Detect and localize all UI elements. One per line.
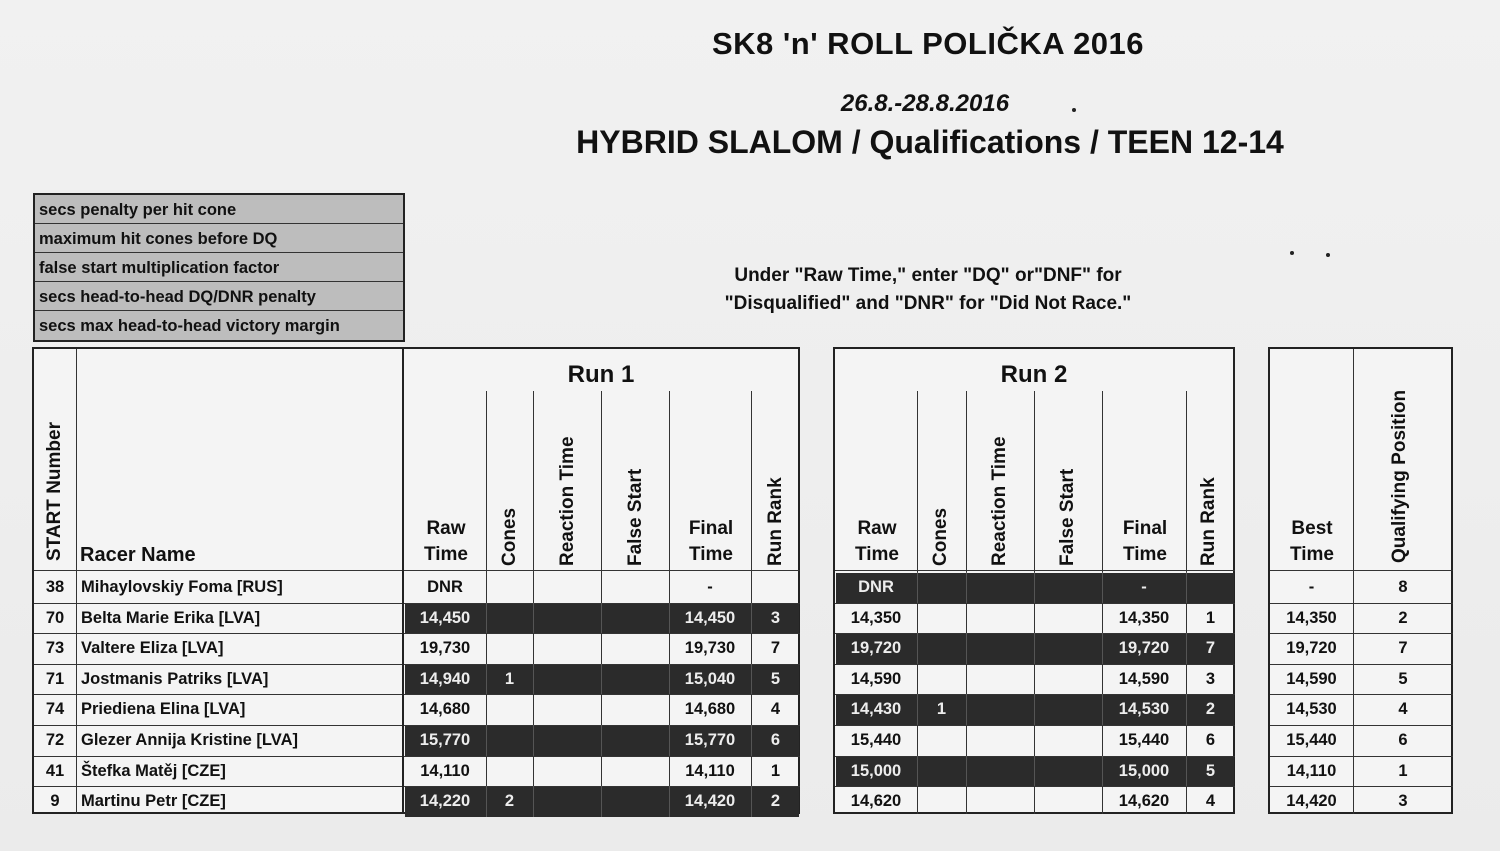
run2-run-rank: 1 bbox=[1205, 608, 1216, 627]
run1-raw-time: 19,730 bbox=[419, 639, 471, 658]
run2-run-rank-header: Run Rank bbox=[1198, 477, 1219, 566]
run1-raw-time: 14,110 bbox=[420, 761, 470, 780]
col-divider bbox=[486, 725, 487, 756]
racer-name: Mihaylovskiy Foma [RUS] bbox=[81, 578, 283, 596]
run1-final-time: - bbox=[707, 578, 713, 596]
param-false-start-factor: false start multiplication factor bbox=[35, 253, 403, 282]
time-label: Time bbox=[1289, 544, 1334, 565]
col-divider bbox=[966, 572, 967, 603]
racer-name-header: Racer Name bbox=[80, 544, 196, 566]
best-time: 15,440 bbox=[1286, 731, 1337, 749]
time-label: Time bbox=[688, 544, 733, 565]
best-time: 14,530 bbox=[1286, 700, 1337, 719]
col-divider bbox=[601, 725, 602, 756]
best-time: 14,420 bbox=[1286, 792, 1337, 811]
run2-raw-time: 14,350 bbox=[850, 608, 902, 627]
speck bbox=[1290, 251, 1294, 255]
competition-subtitle: HYBRID SLALOM / Qualifications / TEEN 12-14 bbox=[576, 124, 1284, 160]
col-divider bbox=[486, 603, 487, 634]
racer-name: Belta Marie Erika [LVA] bbox=[81, 608, 261, 627]
run1-run-rank: 3 bbox=[770, 608, 781, 627]
col-divider bbox=[1034, 756, 1035, 787]
run2-raw-time: 14,430 bbox=[850, 700, 902, 719]
run1-raw-time: 14,680 bbox=[419, 700, 471, 719]
event-dates: 26.8.-28.8.2016 bbox=[840, 90, 1010, 117]
best-time-header bbox=[1272, 516, 1352, 568]
time-label: Time bbox=[854, 544, 899, 565]
col-divider bbox=[601, 786, 602, 817]
qualifying-position: 1 bbox=[1398, 761, 1408, 780]
run2-final-time: - bbox=[1141, 578, 1147, 596]
raw-label: Raw bbox=[426, 518, 466, 539]
racer-name: Jostmanis Patriks [LVA] bbox=[81, 669, 269, 688]
qualifying-position: 2 bbox=[1398, 608, 1408, 627]
run2-raw-time: 15,440 bbox=[850, 731, 902, 749]
qualifying-position: 6 bbox=[1398, 731, 1408, 749]
param-victory-margin: secs max head-to-head victory margin bbox=[39, 317, 340, 335]
param-cone-penalty: secs penalty per hit cone bbox=[35, 195, 403, 224]
run2-final-time: 15,440 bbox=[1118, 731, 1170, 749]
run1-final-time: 15,770 bbox=[684, 731, 736, 749]
run2-table bbox=[833, 347, 1235, 814]
col-divider bbox=[966, 756, 967, 787]
run2-reaction-time-header: Reaction Time bbox=[989, 436, 1010, 566]
qualifying-position: 4 bbox=[1398, 700, 1408, 719]
run1-final-time: 14,450 bbox=[684, 608, 736, 627]
best-label: Best bbox=[1291, 518, 1333, 539]
col-divider bbox=[1034, 694, 1035, 725]
run1-title: Run 1 bbox=[567, 361, 635, 388]
result-table bbox=[1268, 347, 1453, 814]
run1-run-rank: 7 bbox=[770, 639, 781, 658]
run1-cones-header: Cones bbox=[499, 507, 520, 566]
col-divider bbox=[533, 725, 534, 756]
col-divider bbox=[917, 572, 918, 603]
speck bbox=[1326, 253, 1330, 257]
qualifying-position-header: Qualifying Position bbox=[1389, 389, 1410, 563]
racer-name: Priediena Elina [LVA] bbox=[81, 700, 246, 719]
run1-run-rank: 2 bbox=[770, 792, 781, 811]
run1-raw-time: 14,940 bbox=[419, 669, 471, 688]
speck bbox=[1072, 108, 1076, 112]
run1-raw-time: 14,450 bbox=[419, 608, 471, 627]
col-divider bbox=[966, 633, 967, 664]
best-time: 14,110 bbox=[1286, 761, 1337, 780]
racer-name: Štefka Matěj [CZE] bbox=[81, 761, 226, 780]
start-number-header: START Number bbox=[44, 422, 65, 561]
start-number: 9 bbox=[50, 792, 60, 811]
param-dq-dnr-penalty: secs head-to-head DQ/DNR penalty bbox=[35, 282, 403, 311]
run1-run-rank: 4 bbox=[770, 700, 781, 719]
time-label: Time bbox=[423, 544, 468, 565]
run2-cones: 1 bbox=[936, 700, 947, 719]
run2-final-time-header bbox=[1105, 516, 1185, 568]
run2-raw-time: DNR bbox=[858, 578, 894, 596]
col-divider bbox=[533, 786, 534, 817]
run1-final-time: 14,420 bbox=[684, 792, 736, 811]
run1-cones: 2 bbox=[504, 792, 515, 811]
run1-final-time: 14,680 bbox=[684, 700, 736, 719]
run2-raw-time: 15,000 bbox=[850, 761, 902, 780]
best-time: 14,350 bbox=[1286, 608, 1337, 627]
note-line-1: Under "Raw Time," enter "DQ" or"DNF" for bbox=[734, 265, 1122, 286]
run1-run-rank-header: Run Rank bbox=[765, 477, 786, 566]
run1-raw-time: 14,220 bbox=[419, 792, 471, 811]
best-time: 19,720 bbox=[1286, 639, 1337, 658]
racer-name: Martinu Petr [CZE] bbox=[81, 792, 226, 811]
run1-final-time: 14,110 bbox=[685, 761, 735, 780]
run2-final-time: 14,590 bbox=[1118, 669, 1170, 688]
qualifying-position: 5 bbox=[1398, 669, 1408, 688]
run1-run-rank: 1 bbox=[770, 761, 781, 780]
run2-final-time: 19,720 bbox=[1118, 639, 1170, 658]
start-number: 72 bbox=[45, 731, 65, 749]
run1-final-time-header bbox=[672, 516, 750, 568]
start-number: 71 bbox=[45, 669, 65, 688]
racer-name: Valtere Eliza [LVA] bbox=[81, 639, 224, 658]
final-label: Final bbox=[1122, 518, 1168, 539]
event-title: SK8 'n' ROLL POLIČKA 2016 bbox=[711, 26, 1145, 61]
start-number: 41 bbox=[45, 761, 65, 780]
run1-raw-time-header bbox=[408, 516, 484, 568]
run2-run-rank: 2 bbox=[1205, 700, 1216, 719]
run2-cones-header: Cones bbox=[930, 507, 951, 566]
run2-final-time: 14,350 bbox=[1118, 608, 1170, 627]
run1-run-rank: 6 bbox=[770, 731, 781, 749]
run1-final-time: 15,040 bbox=[684, 669, 736, 688]
run2-final-time: 14,620 bbox=[1118, 792, 1170, 811]
run2-run-rank: 6 bbox=[1205, 731, 1216, 749]
best-time: - bbox=[1308, 578, 1315, 596]
qualifying-position: 8 bbox=[1398, 578, 1408, 596]
col-divider bbox=[917, 756, 918, 787]
qualifying-position: 3 bbox=[1398, 792, 1408, 811]
racer-table bbox=[32, 347, 404, 814]
run2-title: Run 2 bbox=[1000, 361, 1068, 388]
col-divider bbox=[1034, 633, 1035, 664]
run2-run-rank: 7 bbox=[1205, 639, 1216, 658]
param-max-cones: maximum hit cones before DQ bbox=[35, 224, 403, 253]
parameters-box bbox=[33, 193, 405, 342]
run2-run-rank: 4 bbox=[1205, 792, 1216, 811]
best-time: 14,590 bbox=[1286, 669, 1337, 688]
run2-raw-time-header bbox=[839, 516, 915, 568]
run2-final-time: 15,000 bbox=[1118, 761, 1170, 780]
raw-label: Raw bbox=[857, 518, 897, 539]
col-divider bbox=[533, 603, 534, 634]
final-label: Final bbox=[688, 518, 734, 539]
col-divider bbox=[533, 664, 534, 695]
qualifying-position: 7 bbox=[1398, 639, 1408, 658]
col-divider bbox=[917, 633, 918, 664]
col-divider bbox=[1186, 572, 1187, 603]
start-number: 70 bbox=[45, 608, 65, 627]
run2-run-rank: 3 bbox=[1205, 669, 1216, 688]
run1-table bbox=[402, 347, 800, 814]
run1-cones: 1 bbox=[504, 669, 515, 688]
run2-final-time: 14,530 bbox=[1118, 700, 1170, 719]
col-divider bbox=[966, 694, 967, 725]
run1-false-start-header: False Start bbox=[625, 468, 646, 566]
col-divider bbox=[1034, 572, 1035, 603]
run2-run-rank: 5 bbox=[1205, 761, 1216, 780]
run1-reaction-time-header: Reaction Time bbox=[557, 436, 578, 566]
run1-raw-time: 15,770 bbox=[419, 731, 471, 749]
run2-raw-time: 14,590 bbox=[850, 669, 902, 688]
racer-name: Glezer Annija Kristine [LVA] bbox=[81, 731, 298, 749]
instructions-note bbox=[658, 262, 1198, 318]
run1-run-rank: 5 bbox=[770, 669, 781, 688]
col-divider bbox=[601, 603, 602, 634]
run2-false-start-header: False Start bbox=[1057, 468, 1078, 566]
col-divider bbox=[601, 664, 602, 695]
start-number: 74 bbox=[45, 700, 65, 719]
note-line-2: "Disqualified" and "DNR" for "Did Not Race." bbox=[724, 293, 1132, 314]
run2-raw-time: 19,720 bbox=[850, 639, 902, 658]
start-number: 38 bbox=[45, 578, 65, 596]
run2-raw-time: 14,620 bbox=[850, 792, 902, 811]
time-label: Time bbox=[1122, 544, 1167, 565]
start-number: 73 bbox=[45, 639, 65, 658]
run1-raw-time: DNR bbox=[427, 578, 463, 596]
run1-final-time: 19,730 bbox=[684, 639, 736, 658]
